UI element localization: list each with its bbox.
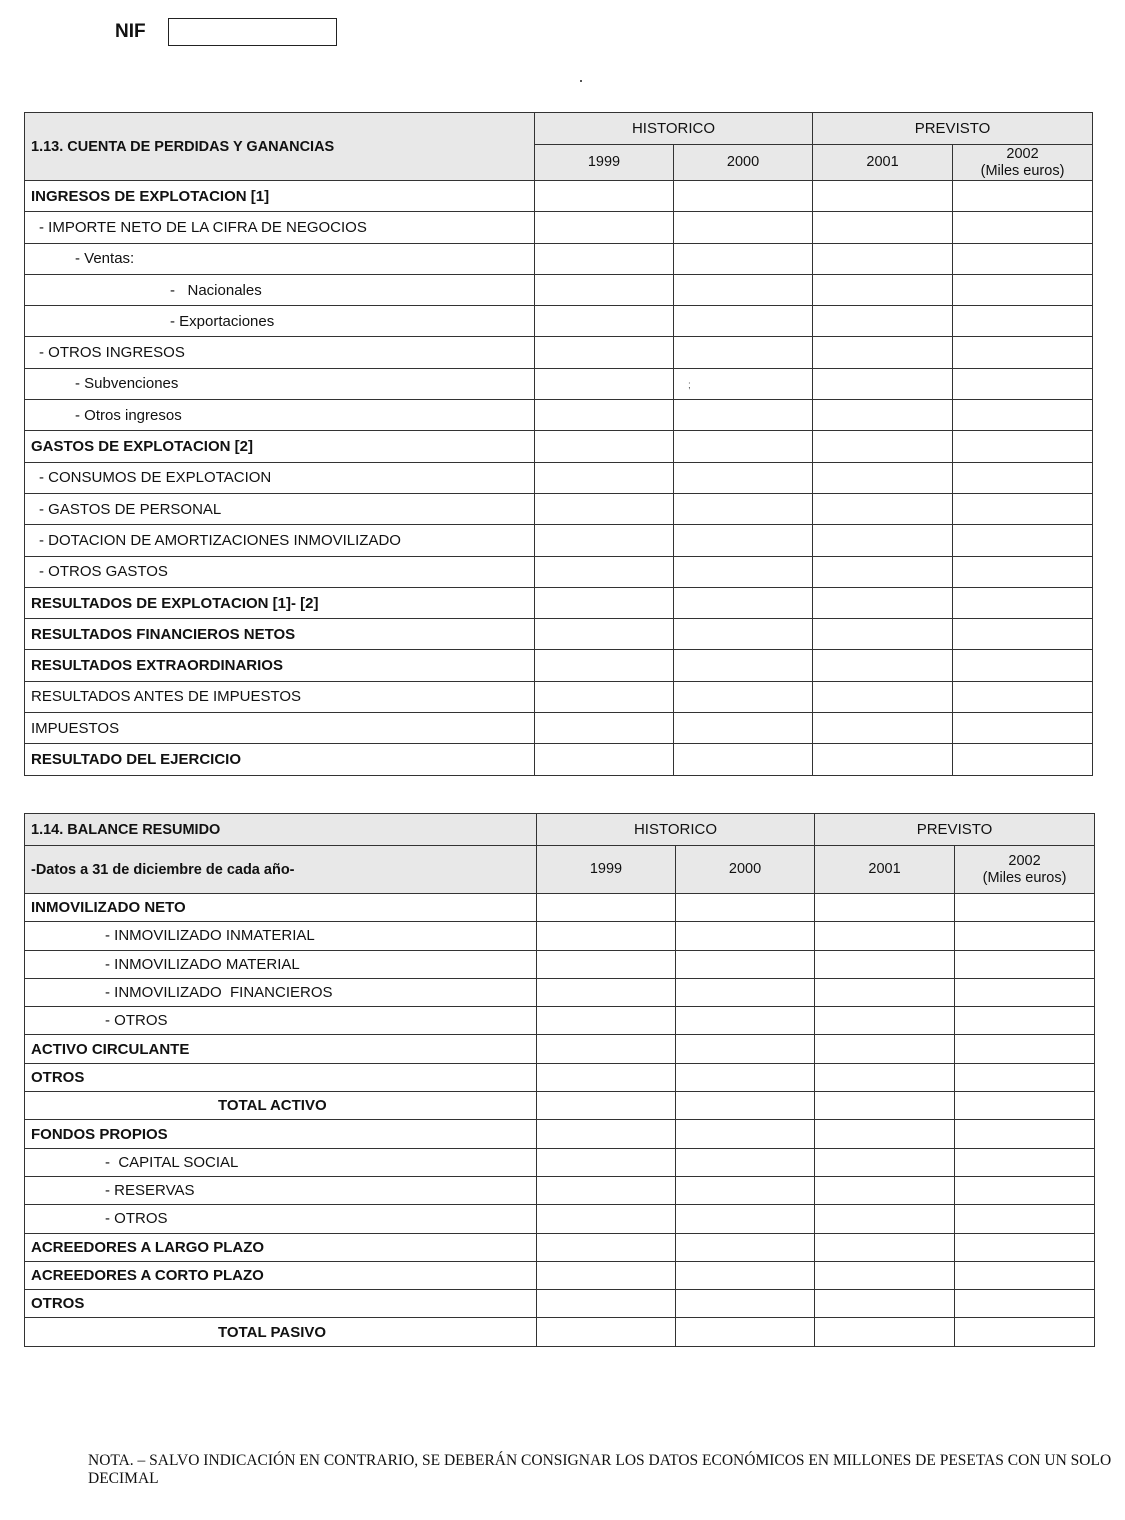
value-cell[interactable] [676,922,815,950]
row-label: ACREEDORES A CORTO PLAZO [25,1261,537,1289]
table-row [25,1120,1095,1148]
value-cell[interactable] [815,1148,955,1176]
value-cell[interactable] [813,556,953,587]
value-cell[interactable] [953,431,1093,462]
row-label: - RESERVAS [25,1176,537,1204]
row-label: - OTROS GASTOS [25,556,535,587]
value-cell[interactable] [674,306,813,337]
value-cell[interactable] [953,243,1093,274]
value-cell[interactable] [537,1120,676,1148]
table-row [25,212,1093,243]
value-cell[interactable] [953,587,1093,618]
value-cell[interactable] [815,1092,955,1120]
value-cell[interactable] [535,431,674,462]
value-cell[interactable] [535,556,674,587]
value-cell[interactable] [955,1007,1095,1035]
value-cell[interactable] [535,493,674,524]
value-cell[interactable] [813,337,953,368]
value-cell[interactable] [674,681,813,712]
value-cell[interactable] [674,744,813,775]
profit-loss-table [24,112,1093,776]
value-cell[interactable] [815,1063,955,1091]
value-cell[interactable] [535,650,674,681]
table-row [25,1318,1095,1346]
value-cell[interactable] [676,1007,815,1035]
row-label: - INMOVILIZADO FINANCIEROS [25,978,537,1006]
value-cell[interactable] [537,1261,676,1289]
value-cell[interactable] [676,950,815,978]
table-row [25,337,1093,368]
value-cell[interactable] [813,368,953,399]
row-label: - Otros ingresos [25,400,535,431]
value-cell[interactable] [676,1233,815,1261]
table-row [25,1290,1095,1318]
row-label: - OTROS [25,1007,537,1035]
value-cell[interactable] [953,337,1093,368]
year-header: 2001 [813,145,953,181]
year-header-with-unit [953,145,1093,181]
value-cell[interactable] [535,744,674,775]
table-row [25,587,1093,618]
value-cell[interactable] [813,243,953,274]
value-cell[interactable] [537,894,676,922]
value-cell[interactable] [535,462,674,493]
unit-label: (Miles euros) [982,869,1067,886]
value-cell[interactable] [537,1290,676,1318]
value-cell[interactable] [955,1205,1095,1233]
stray-mark: ; [688,380,691,392]
table-row [25,400,1093,431]
balance-subtitle: -Datos a 31 de diciembre de cada año- [25,846,537,894]
nif-input-box[interactable] [168,18,337,46]
value-cell[interactable] [674,212,813,243]
value-cell[interactable] [955,978,1095,1006]
value-cell[interactable] [676,1035,815,1063]
row-label: - INMOVILIZADO MATERIAL [25,950,537,978]
value-cell[interactable] [813,681,953,712]
value-cell[interactable] [955,894,1095,922]
value-cell[interactable] [955,950,1095,978]
table-row [25,744,1093,775]
table-row [25,493,1093,524]
value-cell[interactable] [953,650,1093,681]
value-cell[interactable] [676,978,815,1006]
value-cell[interactable] [537,1092,676,1120]
table-row [25,431,1093,462]
value-cell[interactable] [676,1063,815,1091]
table-row [25,462,1093,493]
value-cell[interactable] [813,212,953,243]
value-cell[interactable] [815,1035,955,1063]
value-cell[interactable] [955,1233,1095,1261]
value-cell[interactable] [674,556,813,587]
table-row [25,681,1093,712]
value-cell[interactable] [535,713,674,744]
footnote: NOTA. – SALVO INDICACIÓN EN CONTRARIO, SE DEBERÁN CONSIGNAR LOS DATOS ECONÓMICOS EN MILLONES DE PESETAS CON UN SOLO DECIMAL [88,1452,1112,1487]
row-label: - Nacionales [25,274,535,305]
value-cell[interactable] [813,744,953,775]
value-cell[interactable] [537,1176,676,1204]
value-cell[interactable] [537,922,676,950]
value-cell[interactable] [815,1176,955,1204]
value-cell[interactable] [674,525,813,556]
value-cell[interactable] [815,978,955,1006]
value-cell[interactable] [676,1176,815,1204]
value-cell[interactable] [674,181,813,212]
value-cell[interactable] [537,1063,676,1091]
table-row [25,1261,1095,1289]
row-label: - OTROS INGRESOS [25,337,535,368]
value-cell[interactable] [955,1120,1095,1148]
row-label: - CONSUMOS DE EXPLOTACION [25,462,535,493]
value-cell[interactable] [953,525,1093,556]
value-cell[interactable] [953,462,1093,493]
value-cell[interactable] [813,650,953,681]
value-cell[interactable] [815,1233,955,1261]
value-cell[interactable] [953,400,1093,431]
year-header: 2001 [815,846,955,894]
table-row [25,978,1095,1006]
value-cell[interactable] [815,1120,955,1148]
value-cell[interactable] [955,1290,1095,1318]
value-cell[interactable] [813,587,953,618]
value-cell[interactable] [953,744,1093,775]
value-cell[interactable] [674,368,813,399]
value-cell[interactable] [813,462,953,493]
value-cell[interactable] [535,368,674,399]
value-cell[interactable] [813,431,953,462]
value-cell[interactable] [535,243,674,274]
table-row [25,306,1093,337]
value-cell[interactable] [535,619,674,650]
value-cell[interactable] [537,1318,676,1346]
table-row [25,368,1093,399]
unit-label: (Miles euros) [980,162,1065,179]
value-cell[interactable] [955,1035,1095,1063]
row-label: IMPUESTOS [25,713,535,744]
row-label: - GASTOS DE PERSONAL [25,493,535,524]
value-cell[interactable] [813,619,953,650]
value-cell[interactable] [537,1205,676,1233]
row-label: - INMOVILIZADO INMATERIAL [25,922,537,950]
year-header: 1999 [535,145,674,181]
table-row [25,894,1095,922]
value-cell[interactable] [953,619,1093,650]
row-label: INMOVILIZADO NETO [25,894,537,922]
value-cell[interactable] [674,587,813,618]
value-cell[interactable] [955,1063,1095,1091]
nif-field [115,18,337,46]
balance-table [24,813,1095,1347]
value-cell[interactable] [813,306,953,337]
table-row [25,274,1093,305]
value-cell[interactable] [674,274,813,305]
value-cell[interactable] [813,493,953,524]
value-cell[interactable] [535,681,674,712]
value-cell[interactable] [537,1035,676,1063]
value-cell[interactable] [676,1120,815,1148]
value-cell[interactable] [955,1318,1095,1346]
row-label: TOTAL ACTIVO [25,1092,537,1120]
row-label: - Subvenciones [25,368,535,399]
value-cell[interactable] [953,713,1093,744]
value-cell[interactable] [955,1261,1095,1289]
nif-label: NIF [115,21,146,42]
table-row [25,181,1093,212]
row-label: - Exportaciones [25,306,535,337]
value-cell[interactable] [813,400,953,431]
value-cell[interactable] [955,1148,1095,1176]
row-label: FONDOS PROPIOS [25,1120,537,1148]
value-cell[interactable] [674,431,813,462]
value-cell[interactable] [676,894,815,922]
table-row [25,1233,1095,1261]
value-cell[interactable] [674,493,813,524]
value-cell[interactable] [815,1205,955,1233]
value-cell[interactable] [815,1318,955,1346]
value-cell[interactable] [953,368,1093,399]
value-cell[interactable] [955,1176,1095,1204]
table-row [25,1007,1095,1035]
value-cell[interactable] [674,619,813,650]
value-cell[interactable] [953,212,1093,243]
value-cell[interactable] [813,274,953,305]
year-header-with-unit [955,846,1095,894]
value-cell[interactable] [953,181,1093,212]
value-cell[interactable] [813,713,953,744]
row-label: - OTROS [25,1205,537,1233]
value-cell[interactable] [535,306,674,337]
value-cell[interactable] [674,650,813,681]
year-header: 2000 [676,846,815,894]
year-header: 2000 [674,145,813,181]
row-label: RESULTADOS EXTRAORDINARIOS [25,650,535,681]
table-row [25,950,1095,978]
value-cell[interactable] [676,1290,815,1318]
row-label: TOTAL PASIVO [25,1318,537,1346]
row-label: RESULTADOS ANTES DE IMPUESTOS [25,681,535,712]
value-cell[interactable] [815,1261,955,1289]
table-row [25,1148,1095,1176]
value-cell[interactable] [813,181,953,212]
row-label: - Ventas: [25,243,535,274]
table-row [25,650,1093,681]
value-cell[interactable] [953,493,1093,524]
value-cell[interactable] [815,950,955,978]
value-cell[interactable] [955,1092,1095,1120]
value-cell[interactable] [537,1148,676,1176]
table-row [25,922,1095,950]
value-cell[interactable] [815,1007,955,1035]
value-cell[interactable] [535,587,674,618]
value-cell[interactable] [815,894,955,922]
table-row [25,619,1093,650]
profit-loss-title: 1.13. CUENTA DE PERDIDAS Y GANANCIAS [25,113,535,181]
value-cell[interactable] [953,556,1093,587]
table-row [25,1176,1095,1204]
value-cell[interactable] [535,337,674,368]
value-cell[interactable] [815,1290,955,1318]
value-cell[interactable] [537,950,676,978]
value-cell[interactable] [674,713,813,744]
row-label: GASTOS DE EXPLOTACION [2] [25,431,535,462]
value-cell[interactable] [535,212,674,243]
value-cell[interactable] [955,922,1095,950]
value-cell[interactable] [537,1007,676,1035]
row-label: RESULTADO DEL EJERCICIO [25,744,535,775]
value-cell[interactable] [535,274,674,305]
row-label: - IMPORTE NETO DE LA CIFRA DE NEGOCIOS [25,212,535,243]
value-cell[interactable] [953,681,1093,712]
table-row [25,1063,1095,1091]
table-row [25,1205,1095,1233]
value-cell[interactable] [815,922,955,950]
year-header: 1999 [537,846,676,894]
row-label: RESULTADOS DE EXPLOTACION [1]- [2] [25,587,535,618]
table-row [25,556,1093,587]
row-label: ACTIVO CIRCULANTE [25,1035,537,1063]
value-cell[interactable] [674,462,813,493]
value-cell[interactable] [676,1205,815,1233]
value-cell[interactable] [676,1261,815,1289]
row-label: OTROS [25,1063,537,1091]
year-label: 2002 [1006,145,1039,162]
value-cell[interactable] [674,243,813,274]
value-cell[interactable] [535,400,674,431]
previsto-header: PREVISTO [815,814,1095,846]
table-row [25,1092,1095,1120]
row-label: RESULTADOS FINANCIEROS NETOS [25,619,535,650]
balance-title: 1.14. BALANCE RESUMIDO [25,814,537,846]
table-row [25,713,1093,744]
row-label: INGRESOS DE EXPLOTACION [1] [25,181,535,212]
historico-header: HISTORICO [537,814,815,846]
row-label: ACREEDORES A LARGO PLAZO [25,1233,537,1261]
previsto-header: PREVISTO [813,113,1093,145]
row-label: OTROS [25,1290,537,1318]
value-cell[interactable] [676,1148,815,1176]
row-label: - CAPITAL SOCIAL [25,1148,537,1176]
value-cell[interactable] [953,306,1093,337]
year-label: 2002 [1008,852,1041,869]
value-cell[interactable] [813,525,953,556]
table-row [25,243,1093,274]
value-cell[interactable] [535,525,674,556]
historico-header: HISTORICO [535,113,813,145]
value-cell[interactable] [537,1233,676,1261]
value-cell[interactable] [676,1092,815,1120]
value-cell[interactable] [676,1318,815,1346]
row-label: - DOTACION DE AMORTIZACIONES INMOVILIZADO [25,525,535,556]
scan-speck [580,80,582,82]
value-cell[interactable] [953,274,1093,305]
value-cell[interactable] [674,337,813,368]
table-row [25,525,1093,556]
table-row [25,1035,1095,1063]
value-cell[interactable] [674,400,813,431]
value-cell[interactable] [535,181,674,212]
value-cell[interactable] [537,978,676,1006]
